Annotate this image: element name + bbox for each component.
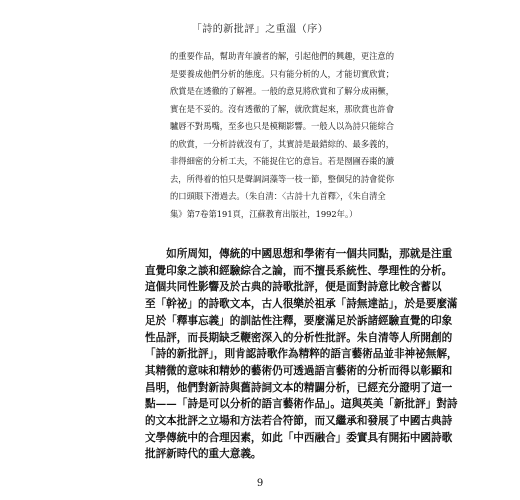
quote-line: 欣賞是在透徹的了解裡。一般的意見將欣賞和了解分成兩橛， [170,86,395,96]
body-line: 這個共同性影響及於古典的詩歌批評，便是面對詩意比較含蓄以 [145,281,442,294]
body-line: 足於「釋事忘義」的訓詁性注釋，要麼滿足於訴諸經驗直覺的印象 [145,314,453,327]
body-line: 點——「詩是可以分析的語言藝術作品」。這與英美「新批評」對詩 [145,398,458,411]
body-line: 「詩的新批評」，則肯認詩歌作為精粹的語言藝術品並非神祕無解， [145,348,458,361]
block-quote [170,48,468,223]
body-line: 如所周知，傳統的中國思想和學術有一個共同點，那就是注重 [145,248,453,260]
quote-line: 去，所得着的怕只是聲調詞藻等一枝一節，整個兒的詩會從你 [170,173,395,184]
page-number: 9 [256,478,264,489]
body-line: 昌明，他們對新詩與舊詩詞文本的精闢分析，已經充分證明了這一 [145,381,453,394]
quote-line: 的欣賞，一分析詩就沒有了，其實詩是最錯綜的、最多義的， [170,138,395,149]
quote-line: 的重要作品，幫助青年讀者的解，引起他們的興趣，更注意的 [170,51,395,61]
body-line: 批評新時代的重大意義。 [145,448,262,461]
body-line: 性品評，而長期缺乏鞭密深入的分析性批評。朱自清等人所開創的 [145,331,453,344]
quote-line: 非得細密的分析工夫，不能捉住它的意旨。若是囫圇吞棗的讀 [170,156,395,166]
body-line: 文學傳統中的合理因素，如此「中西融合」委實具有開拓中國詩歌 [145,431,453,444]
body-paragraph [145,246,475,463]
quote-line: 是要養成他們分析的態度。只有能分析的人，才能切實欣賞； [170,68,395,79]
quote-line: 集》第7卷第191頁，江蘇教育出版社，1992年。） [170,208,358,219]
quote-line: 的口頭眼下滑過去。（朱自清：〈古詩十九首釋〉，《朱自清全 [170,191,386,201]
body-line: 直覺印象之談和經驗綜合之論，而不擅長系統性、學理性的分析。 [145,264,453,277]
body-line: 至「幹祕」的詩歌文本，古人很樂於祖承「詩無達詁」，於是要麼滿 [145,298,458,311]
body-line: 的文本批評之立場和方法若合符節，而又繼承和發展了中國古典詩 [145,415,453,428]
quote-line: 實在是不妥的。沒有透徹的了解，就欣賞起來，那欣賞也許會 [170,103,395,114]
quote-line: 驢唇不對馬嘴，至多也只是模糊影響。一般人以為詩只能綜合 [170,121,395,131]
body-line: 其精微的意味和精妙的藝術仍可透過語言藝術的分析而得以彰顯和 [145,364,453,377]
page-header-title: 「詩的新批評」之重溫（序） [191,24,329,35]
